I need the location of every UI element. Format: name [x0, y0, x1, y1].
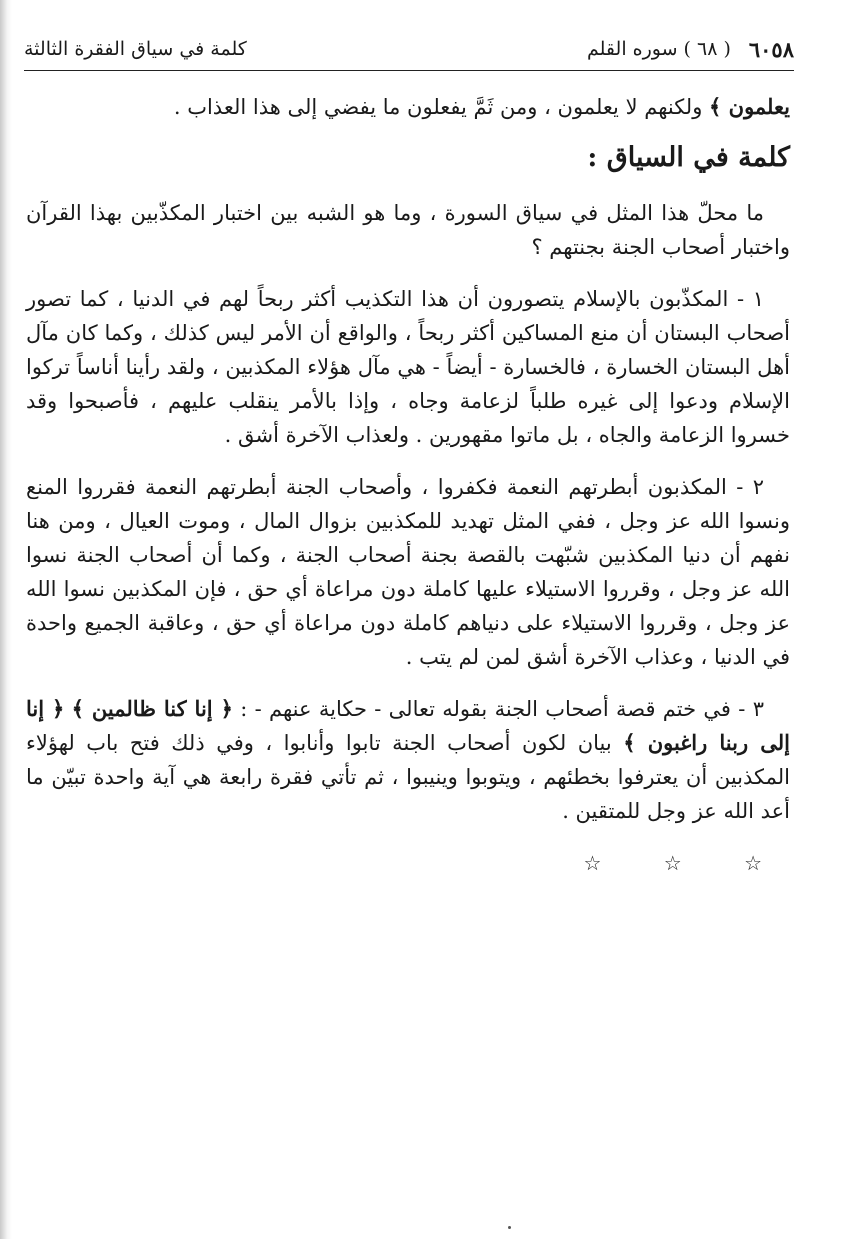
surah-name: ( ٦٨ ) سوره القلم [586, 38, 731, 60]
page-header [24, 30, 794, 68]
point-3-text-b [64, 697, 71, 721]
intro-paragraph: ما محلّ هذا المثل في سياق السورة ، وما هو الشبه بين اختبار المكذّبين بهذا القرآن واختبار أصحاب الجنة بجنتهم ؟ [26, 201, 790, 259]
print-speck [508, 1226, 511, 1229]
page-edge-shadow [0, 0, 12, 1239]
star-icon: ☆ [583, 851, 602, 875]
section-heading: كلمة في السياق : [587, 142, 790, 173]
section-divider-stars [26, 846, 790, 880]
point-1-paragraph: ١ - المكذّبون بالإسلام يتصورون أن هذا التكذيب أكثر ربحاً لهم في الدنيا ، كما تصور أصحاب البستان أن منع المساكين أكثر ربحاً ، والواقع أن الأمر ليس كذلك ، وكما كان مآل أهل البستان الخسارة ، فالخسارة - أيضاً - هي مآل هؤلاء المكذبين ، ولقد رأينا أناساً تركوا الإسلام ودعوا إلى غيره طلباً لزعامة وجاه ، وإذا بالأمر ينقلب عليهم ، فأصبحوا وقد خسروا الزعامة والجاه ، بل ماتوا مقهورين . ولعذاب الآخرة أشق . [26, 287, 790, 447]
quran-quote-2: ﴿ إنا إلى ربنا راغبون ﴾ [26, 696, 790, 755]
star-icon: ☆ [744, 851, 762, 875]
quran-quote-1: ﴿ إنا كنا ظالمين ﴾ [71, 696, 233, 721]
page-body [26, 90, 790, 880]
header-right [587, 37, 794, 62]
point-3-text-c: بيان لكون أصحاب الجنة تابوا وأنابوا ، وفي ذلك فتح باب لهؤلاء المكذبين أن يعترفوا بخطئهم ، ويتوبوا وينيبوا ، ثم تأتي فقرة رابعة هي آية واحدة تبيّن ما أعد الله عز وجل للمتقين . [26, 731, 790, 823]
running-section-title: كلمة في سياق الفقرة الثالثة [24, 38, 247, 60]
star-icon: ☆ [663, 851, 682, 875]
header-rule [24, 70, 794, 71]
point-3-paragraph [26, 692, 790, 828]
point-2-paragraph: ٢ - المكذبون أبطرتهم النعمة فكفروا ، وأصحاب الجنة أبطرتهم النعمة فقرروا المنع ونسوا الله عز وجل ، ففي المثل تهديد للمكذبين بزوال المال ، وموت العيال ، ومن هنا نفهم أن دنيا المكذبين شبّهت بالقصة بجنة أصحاب الجنة ، وكما أن أصحاب الجنة نسوا الله عز وجل ، وقرروا الاستيلاء عليها كاملة دون مراعاة أي حق ، فإن المكذبين نسوا الله عز وجل ، وقرروا الاستيلاء على دنياهم كاملة دون مراعاة أي حق ، وعاقبة الجميع واحدة في الدنيا ، وعذاب الآخرة أشق لمن لم يتب . [26, 475, 790, 669]
point-3-text-a: ٣ - في ختم قصة أصحاب الجنة بقوله تعالى - حكاية عنهم - : [232, 697, 764, 721]
page-number: ٦٠٥٨ [748, 36, 794, 62]
quran-fragment: يعلمون ﴾ [709, 94, 790, 119]
continuation-text: ولكنهم لا يعلمون ، ومن ثَمَّ يفعلون ما يفضي إلى هذا العذاب . [173, 95, 710, 119]
continuation-paragraph [26, 90, 790, 124]
